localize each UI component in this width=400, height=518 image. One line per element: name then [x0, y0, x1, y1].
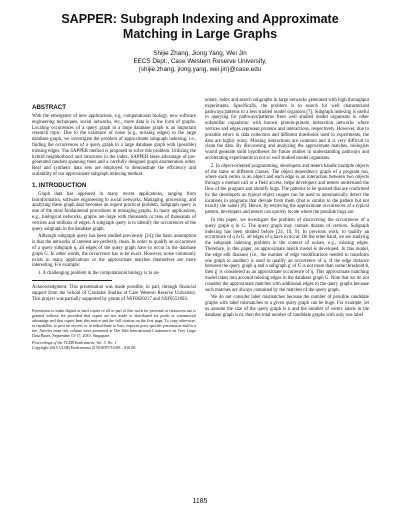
right-paragraph-3: In this paper, we investigate the problem of discovering the occurrences of a query graph q in G. The query graph may contain dozens of vertices. Subgraph indexing has been studied before [24, 19, 9]. In previous work, to qualify an occurrence of q in G, all edges of q have to occur. On the other hand, we are studying the subgraph indexing problem in the context of noises, e.g., missing edges. Therefore, in this paper, an approximate match model is developed. In this model, the edge edit distance (i.e., the number of edge modifications needed to transform one graph to another) is used to qualify an occurrence of q. If the edge distance between the query graph q and a subgraph g' of G is not more than some threshold θ, then g' is considered as an approximate occurrence of q. This approximate matching model takes into account missing edges in the database graph G. Note that we do not consider the approximate matches with additional edges to the query graphs because such matches are always contained by the matches of the query graph.	[205, 217, 369, 293]
author-emails: {shijie.zhang, jiong.yang, wei.jin}@case.edu	[138, 66, 262, 73]
acknowledgment-footnote: Acknowledgment: This presentation was made possible, in part, through financial support from the School of Graduate Studies at Case Western Reserve University. This project was partially supported by grants of NSF0820217 and NSF0551603.	[32, 284, 196, 302]
right-paragraph-2: 2. In object-oriented programming, developers and testers handle multiple objects of the same or different classes. The object dependency graph of a program run, where each vertex is an object and each edge is an interaction between two objects through a method call or a field access, helps developers and testers understand the flow of the program and identify bugs. The patterns to be queried that are confirmed by the developers as typical object usages can be used to automatically detect the locations in programs that deviate from them (that is similar to the pattern but not exactly the same) [8]. Hence, by retrieving the approximate occurrences of a typical pattern, developers and testers can quickly locate where the possible bugs are.	[205, 163, 369, 216]
right-column	[205, 98, 369, 320]
right-paragraph-4: We do not consider label mismatches because the number of possible candidate graphs with label mismatches to a given query graph can be huge. For example, let us assume the size of the query graph is n and the number of vertex labels in the database graph is m, then the total number of candidate graphs with only one label	[205, 295, 369, 318]
proceedings-line: Proceedings of the VLDB Endowment, Vol. 3, No. 1	[32, 340, 117, 346]
paper-title: SAPPER: Subgraph Indexing and Approximate Matching in Large Graphs	[61, 12, 339, 41]
page-number: 1185	[192, 498, 208, 505]
abstract-text: With the emergence of new applications, e.g, computational biology, new software engineering techniques, social networks, etc., more data is in the form of graphs. Locating occurrences of a query graph in a large database graph is an important research topic. Due to the existence of noise (e.g., missing edges) in the large database graph, we investigate the problem of approximate subgraph indexing, i.e., finding the occurrences of a query graph in a large database graph with (possible) missing edges. The SAPPER method is proposed to solve this problem. Utilizing the hybrid neighborhood unit structures in the index, SAPPER takes advantage of pre-generated random spanning trees and a carefully designed graph enumeration order. Real and synthetic data sets are employed to demonstrate the efficiency and scalability of our approximate subgraph indexing method.	[32, 114, 196, 177]
intro-paragraph-3: 1. A challenging problem in the computational biology is to an-	[38, 271, 160, 277]
right-paragraph-1: notate, index and search subgraphs in large networks generated with high throughput experiments. Specifically, the problem is to search for well characterized pathways/patterns in a less studied model organism [7]. Subgraph indexing is useful in querying for pathways/patterns from well studied model organisms in other unfamiliar organisms: with known protein-protein interaction networks where vertices and edges represent proteins and interactions, respectively. However, due to possible errors in data collection and different thresholds used in experiments, the data are highly noisy. Missing interactions are common and it is very difficult to clean the data. By discovering and analyzing the approximate matches, biologists would generate solid hypotheses for future studies in understanding pathways and accelerating experiments in not so well studied model organisms.	[205, 98, 369, 161]
author-block	[60, 50, 340, 74]
permission-notice	[32, 308, 196, 350]
permission-text: Permission to make digital or hard copies of all or part of this work for personal or classroom use is granted without fee provided that copies are not made or distributed for profit or commercial advantage and that copies bear this notice and the full citation on the first page. To copy otherwise, to republish, to post on servers or to redistribute to lists, requires prior specific permission and/or a fee. Articles from this volume were presented at The 36th International Conference on Very Large Data Bases, September 13-17, 2010, Singapore.	[32, 308, 196, 339]
introduction-heading: 1. INTRODUCTION	[32, 181, 87, 189]
intro-paragraph-2: Although subgraph query has been studied previously [24], the basic assumption is that the networks of interest are perfectly clean. In order to qualify an occurrence of a query subgraph q, all edges of the query graph have to occur in the database graph G. In other words, the occurrence has to be exact. However, noise commonly exists in many applications or the approximate matches themselves are more interesting. For example:	[32, 234, 196, 269]
left-column	[32, 104, 196, 350]
author-names: Shijie Zhang, Jiong Yang, Wei Jin	[153, 50, 247, 57]
copyright-line: Copyright 2010 VLDB Endowment 2150-8097/10/09... $10.00.	[32, 345, 137, 351]
author-affiliation: EECS Dept., Case Western Reserve University,	[133, 58, 267, 65]
footnote-rule	[32, 280, 112, 283]
abstract-heading: ABSTRACT	[32, 104, 67, 111]
intro-paragraph-1: Graph data has appeared in many recent applications, ranging from bioinformatics, software engineering to social networks. Managing, processing, and analyzing these graph data becomes an urgent practical problem. Subgraph query is one of the most fundamental procedures in managing graphs. In many applications, e.g., biological networks, graphs are large with thousands or tens of thousands of vertices and millions of edges. A subgraph query is to identify the occurrences of the query subgraph in the database graph.	[32, 191, 196, 232]
